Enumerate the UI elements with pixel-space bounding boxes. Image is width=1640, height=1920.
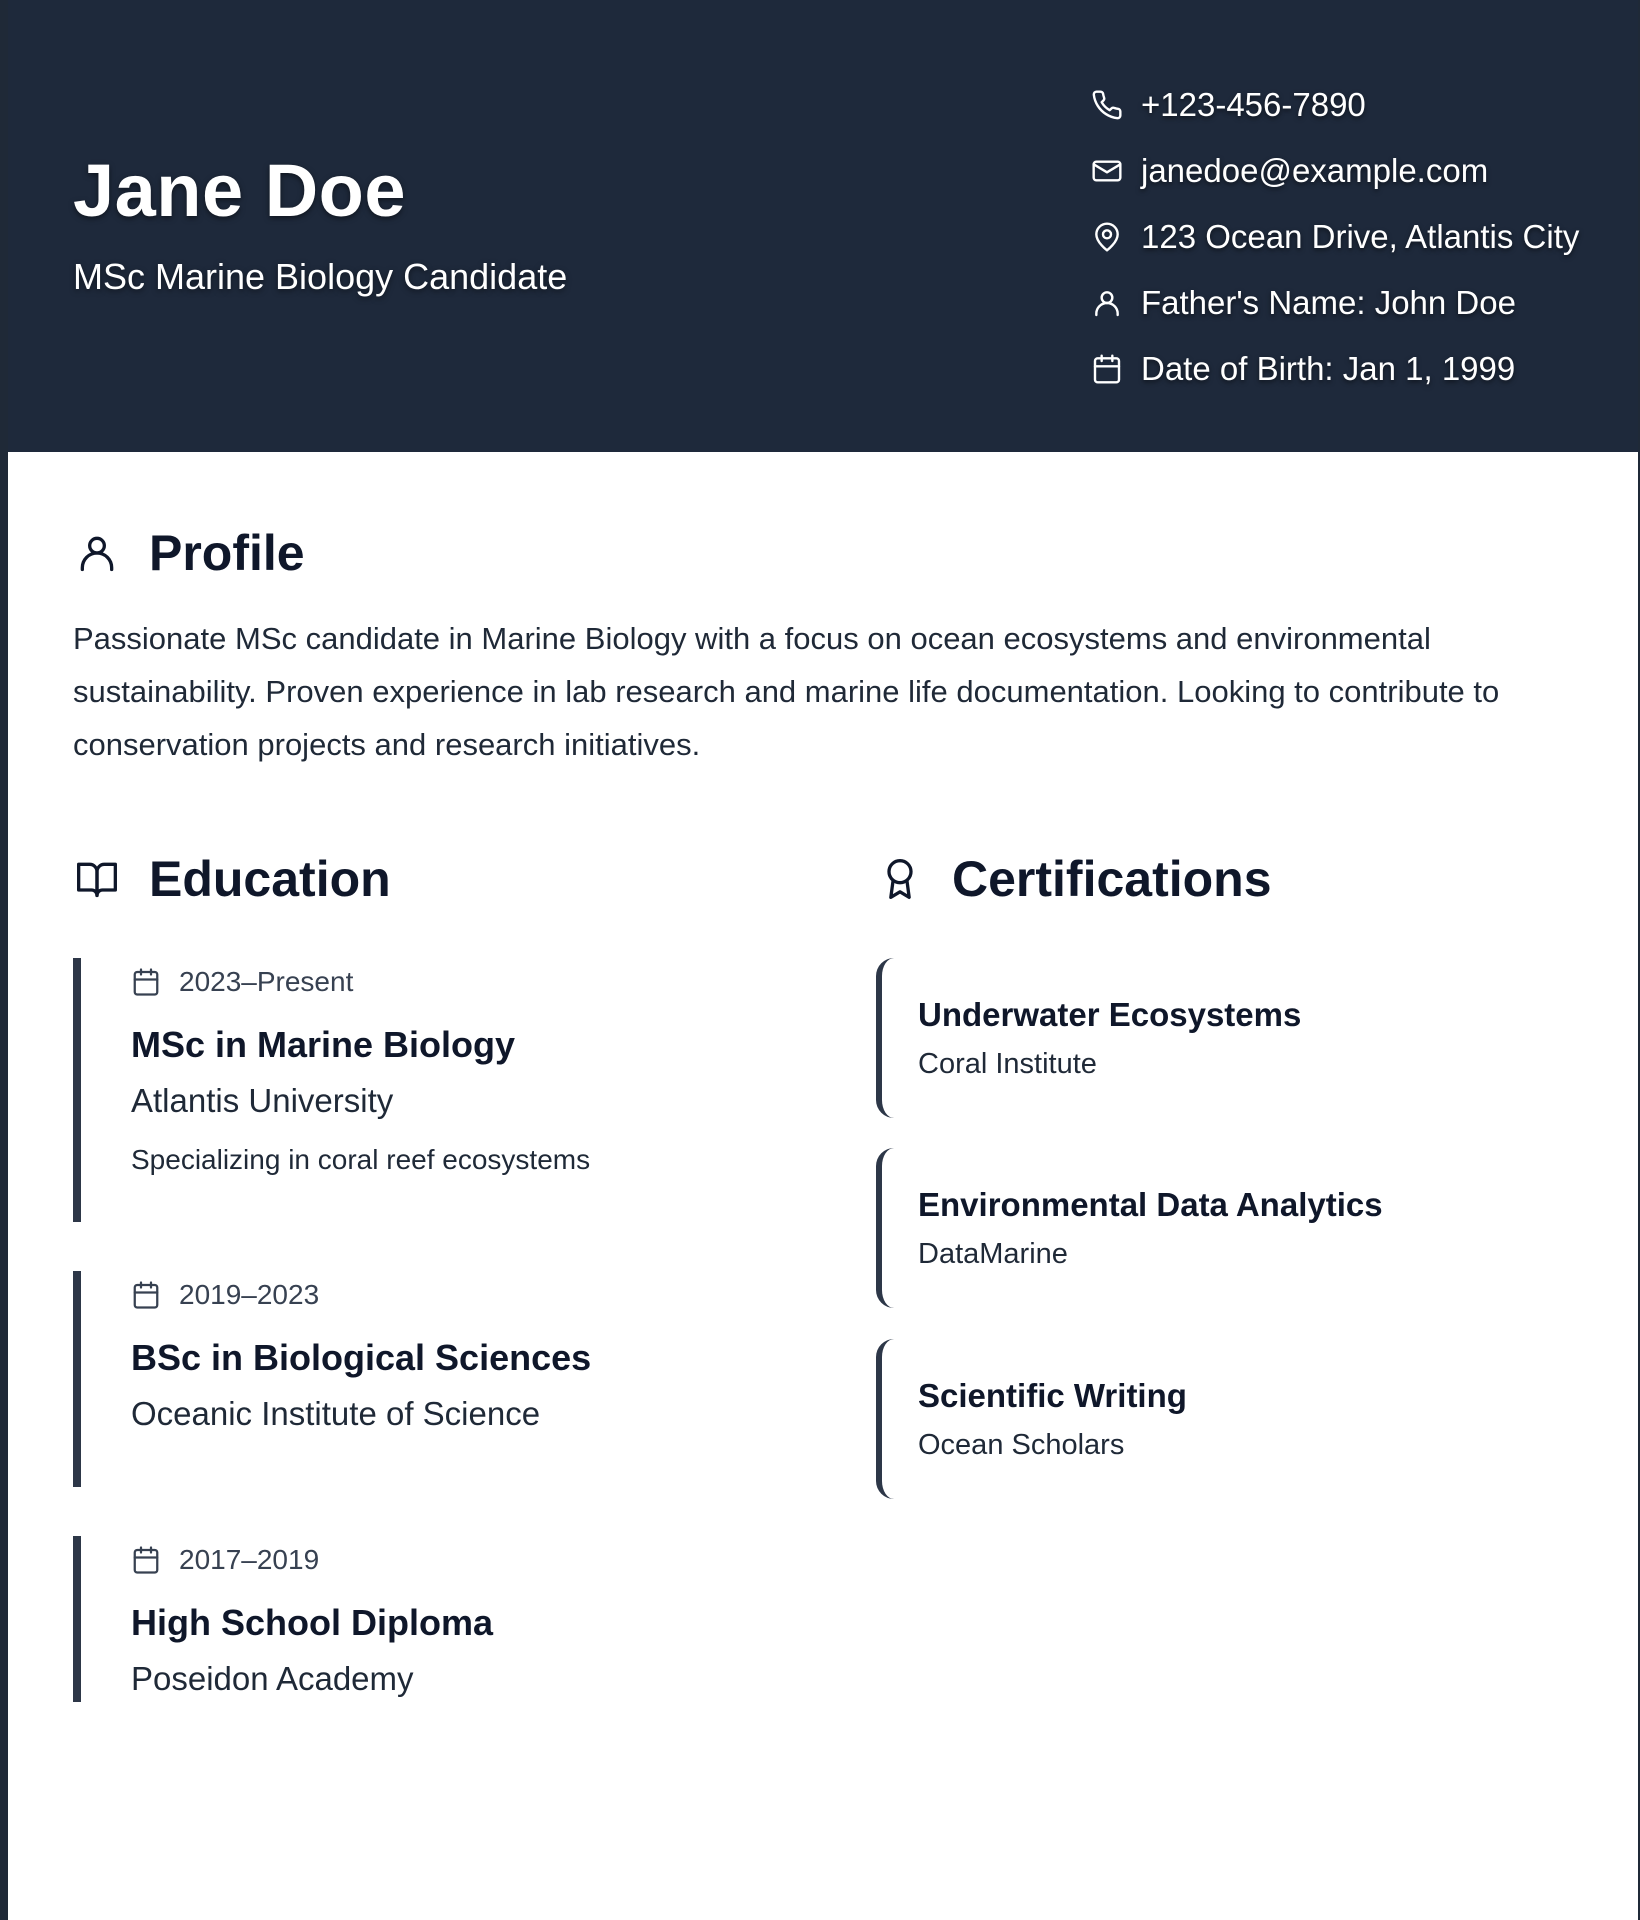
user-icon: [75, 531, 119, 575]
certification-issuer: Coral Institute: [918, 1048, 1097, 1080]
contact-email: [1091, 138, 1579, 204]
education-date: [131, 966, 773, 998]
contact-phone: [1091, 72, 1579, 138]
certification-title: Environmental Data Analytics: [918, 1186, 1383, 1223]
certification-issuer: DataMarine: [918, 1238, 1068, 1270]
education-item: [73, 1271, 773, 1487]
education-item: [73, 1536, 773, 1702]
contact-dob: [1091, 336, 1579, 402]
certification-title: Scientific Writing: [918, 1377, 1187, 1414]
certification-item: [876, 958, 1576, 1118]
profile-summary: Passionate MSc candidate in Marine Biology with a focus on ocean ecosystems and environmental sustainability. Proven experience in lab research and marine life documentation. Looking to contribute to conservation projects and research initiatives.: [73, 621, 1500, 762]
education-school: Poseidon Academy: [131, 1660, 414, 1697]
calendar-icon: [1091, 353, 1123, 385]
resume-header: [8, 0, 1638, 452]
contact-address: [1091, 204, 1579, 270]
calendar-icon: [131, 1545, 161, 1575]
education-date-text: 2017–2019: [179, 1544, 320, 1575]
certification-issuer: Ocean Scholars: [918, 1429, 1125, 1461]
contact-list: [1091, 72, 1579, 402]
education-item: [73, 958, 773, 1222]
profile-heading: [75, 524, 305, 582]
calendar-icon: [131, 967, 161, 997]
education-school: Atlantis University: [131, 1082, 394, 1119]
phone-icon: [1091, 89, 1123, 121]
user-icon: [1091, 287, 1123, 319]
education-date-text: 2023–Present: [179, 966, 354, 997]
education-degree: MSc in Marine Biology: [131, 1024, 516, 1065]
education-school: Oceanic Institute of Science: [131, 1395, 541, 1432]
contact-email-text: janedoe@example.com: [1141, 152, 1489, 189]
mail-icon: [1091, 155, 1123, 187]
contact-father-text: Father's Name: John Doe: [1141, 284, 1516, 321]
education-note: Specializing in coral reef ecosystems: [131, 1144, 591, 1175]
education-heading: [75, 850, 391, 908]
map-pin-icon: [1091, 221, 1123, 253]
book-open-icon: [75, 857, 119, 901]
certifications-heading: [878, 850, 1272, 908]
candidate-name: Jane Doe: [73, 149, 407, 232]
contact-father: [1091, 270, 1579, 336]
contact-dob-text: Date of Birth: Jan 1, 1999: [1141, 350, 1516, 387]
certification-item: [876, 1339, 1576, 1499]
education-title: Education: [149, 851, 391, 907]
education-degree: BSc in Biological Sciences: [131, 1337, 592, 1378]
certification-item: [876, 1148, 1576, 1308]
profile-title: Profile: [149, 525, 305, 581]
education-date-text: 2019–2023: [179, 1279, 320, 1310]
award-icon: [878, 857, 922, 901]
calendar-icon: [131, 1280, 161, 1310]
certification-title: Underwater Ecosystems: [918, 996, 1302, 1033]
contact-address-text: 123 Ocean Drive, Atlantis City: [1141, 218, 1580, 255]
education-date: [131, 1544, 773, 1576]
candidate-subtitle: MSc Marine Biology Candidate: [73, 256, 568, 297]
education-date: [131, 1279, 773, 1311]
resume-page: [8, 0, 1640, 1920]
certifications-title: Certifications: [952, 851, 1272, 907]
education-degree: High School Diploma: [131, 1602, 494, 1643]
contact-phone-text: +123-456-7890: [1141, 86, 1366, 123]
